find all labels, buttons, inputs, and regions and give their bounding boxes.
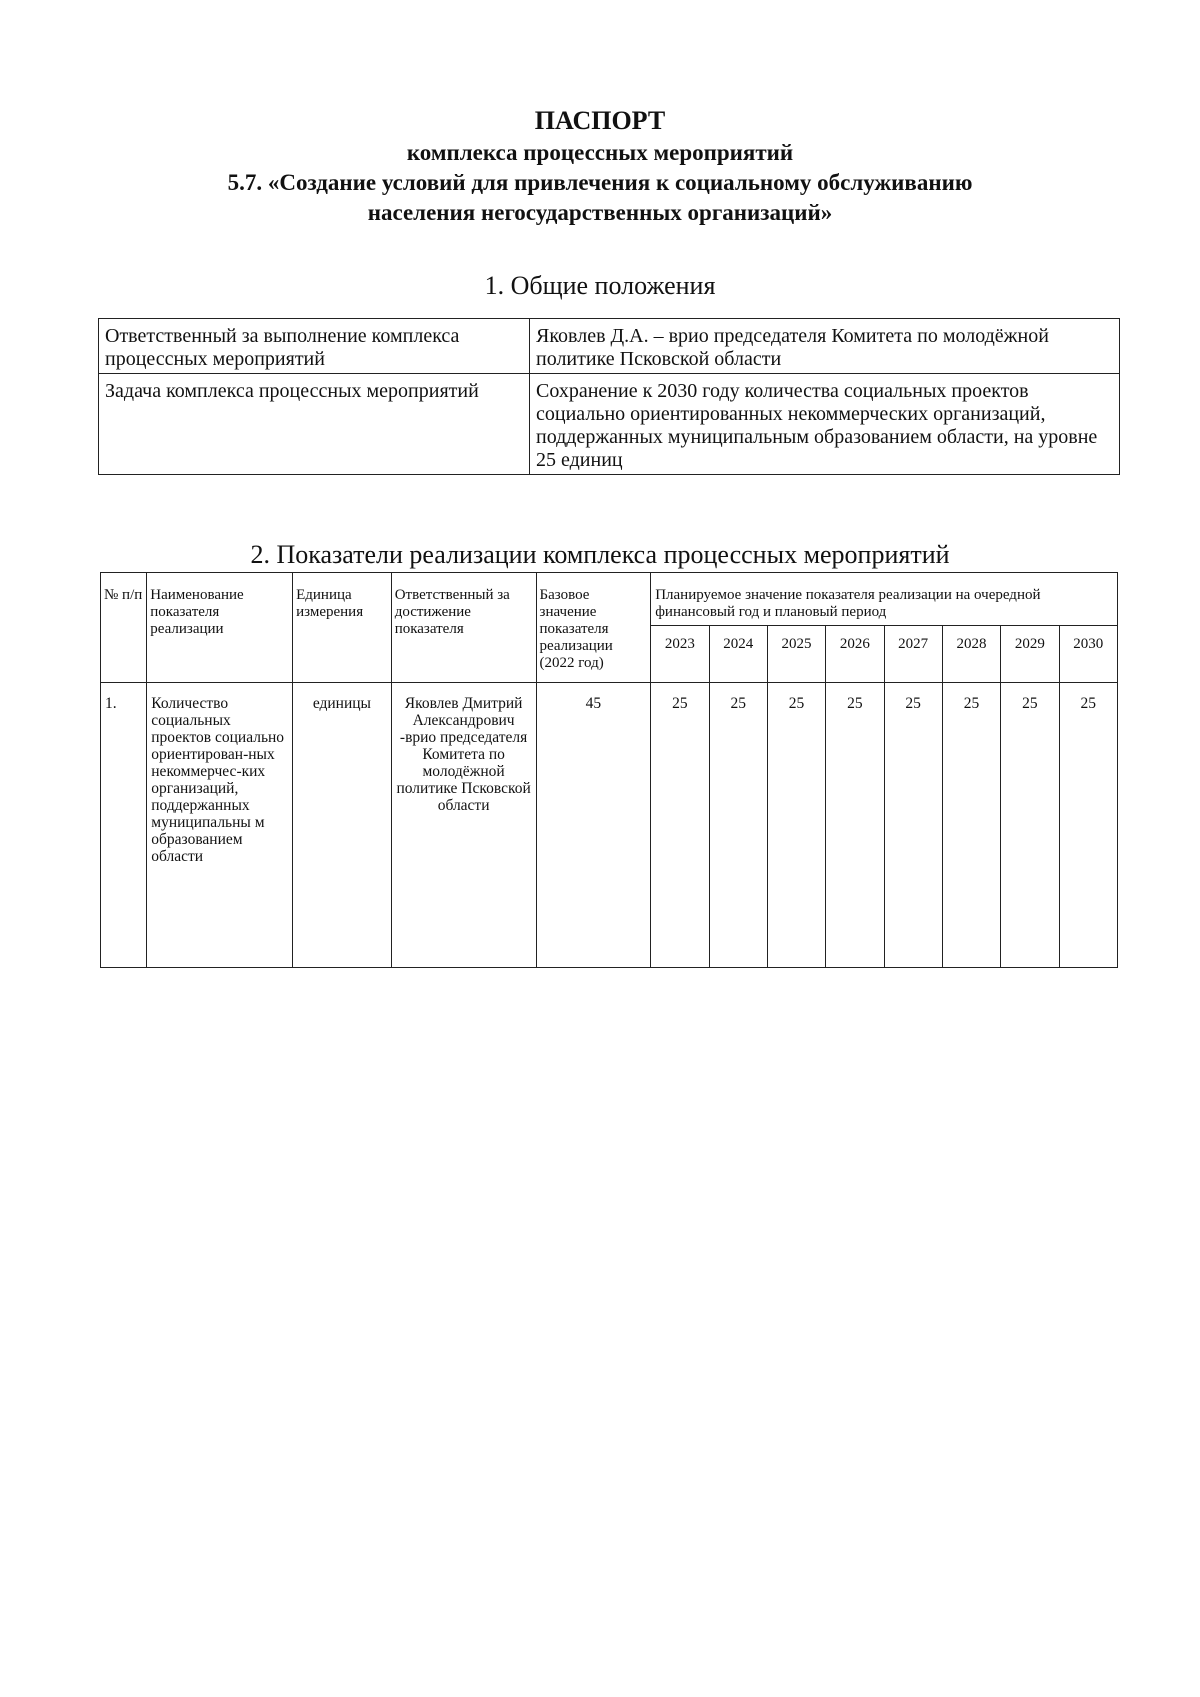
responsible-value: Яковлев Д.А. – врио председателя Комитета по молодёжной политике Псковской области <box>530 319 1120 374</box>
header-planned: Планируемое значение показателя реализации на очередной финансовый год и плановый период <box>651 573 1118 626</box>
header-responsible: Ответственный за достижение показателя <box>391 573 536 683</box>
cell-value: 25 <box>826 683 884 968</box>
header-year: 2025 <box>767 626 825 683</box>
table-header-row <box>101 573 1118 626</box>
header-year: 2026 <box>826 626 884 683</box>
header-year: 2027 <box>884 626 942 683</box>
table-row <box>101 683 1118 968</box>
document-title <box>0 104 1200 228</box>
header-name: Наименование показателя реализации <box>147 573 293 683</box>
header-year: 2023 <box>651 626 709 683</box>
header-year: 2028 <box>942 626 1000 683</box>
header-year: 2030 <box>1059 626 1118 683</box>
header-year: 2024 <box>709 626 767 683</box>
cell-responsible: Яковлев Дмитрий Александрович -врио председателя Комитета по молодёжной политике Псковской области <box>391 683 536 968</box>
cell-value: 25 <box>1059 683 1118 968</box>
section2-heading: 2. Показатели реализации комплекса процессных мероприятий <box>250 540 950 569</box>
title-passport: ПАСПОРТ <box>534 106 666 135</box>
cell-value: 25 <box>942 683 1000 968</box>
header-num: № п/п <box>101 573 147 683</box>
general-provisions-table <box>98 318 1120 475</box>
cell-unit: единицы <box>293 683 392 968</box>
table-row <box>99 374 1120 475</box>
cell-num: 1. <box>101 683 147 968</box>
title-subtitle: комплекса процессных мероприятий <box>406 140 794 165</box>
cell-base: 45 <box>536 683 651 968</box>
cell-value: 25 <box>709 683 767 968</box>
cell-value: 25 <box>884 683 942 968</box>
indicators-table <box>100 572 1118 968</box>
title-program-name-cont: населения негосударственных организаций» <box>367 200 833 225</box>
header-year: 2029 <box>1001 626 1059 683</box>
responsible-label: Ответственный за выполнение комплекса процессных мероприятий <box>99 319 530 374</box>
task-label: Задача комплекса процессных мероприятий <box>99 374 530 475</box>
table-row <box>99 319 1120 374</box>
header-base: Базовое значение показателя реализации (2022 год) <box>536 573 651 683</box>
title-program-name: 5.7. «Создание условий для привлечения к социальному обслуживанию <box>227 170 973 195</box>
task-value: Сохранение к 2030 году количества социальных проектов социально ориентированных некоммерческих организаций, поддержанных муниципальным образованием области, на уровне 25 единиц <box>530 374 1120 475</box>
section1-heading: 1. Общие положения <box>484 271 716 300</box>
cell-name: Количество социальных проектов социально ориентирован-ных некоммерчес-ких организаций, поддержанных муниципальны м образованием области <box>147 683 293 968</box>
cell-value: 25 <box>651 683 709 968</box>
cell-value: 25 <box>1001 683 1059 968</box>
header-unit: Единица измерения <box>293 573 392 683</box>
cell-value: 25 <box>767 683 825 968</box>
